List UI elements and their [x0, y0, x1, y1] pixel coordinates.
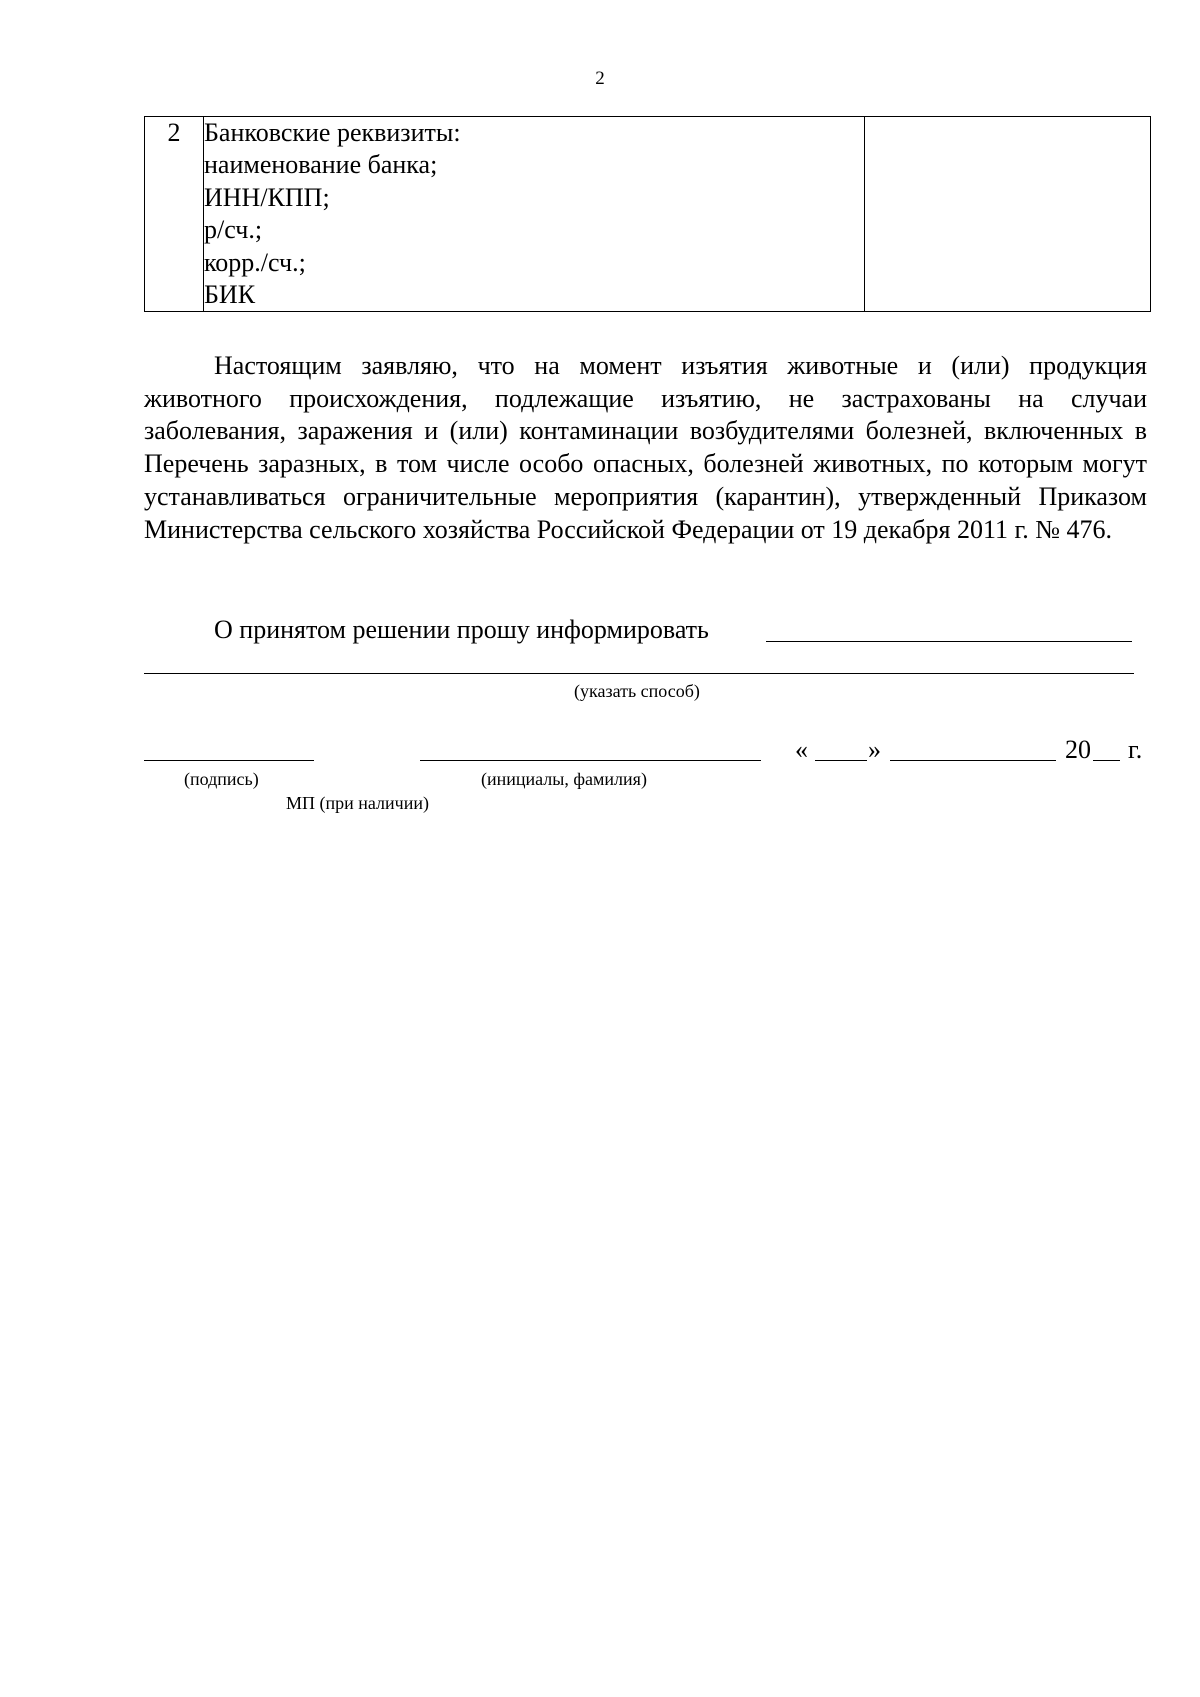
- day-blank[interactable]: [815, 760, 867, 761]
- bank-name-label: наименование банка;: [204, 150, 438, 180]
- page-number: 2: [595, 68, 605, 89]
- bank-details-table: [144, 116, 1151, 312]
- name-blank[interactable]: [420, 760, 761, 761]
- inn-kpp-label: ИНН/КПП;: [204, 182, 330, 212]
- year-suffix: г.: [1128, 735, 1143, 764]
- inform-label: О принятом решении прошу информировать: [214, 615, 709, 644]
- correspondent-account-label: корр./сч.;: [204, 247, 306, 277]
- date-quote-open: «: [795, 735, 808, 764]
- inform-method-caption: (указать способ): [574, 681, 700, 701]
- bank-details-label-cell: [204, 117, 865, 312]
- settlement-account-label: р/сч.;: [204, 215, 263, 245]
- inform-method-blank-2[interactable]: [144, 673, 1134, 674]
- name-caption: (инициалы, фамилия): [481, 769, 647, 789]
- bank-details-heading: Банковские реквизиты:: [204, 118, 461, 147]
- year-blank[interactable]: [1093, 760, 1120, 761]
- declaration-paragraph: Настоящим заявляю, что на момент изъятия животные и (или) продукция животного происхождения, подлежащие изъятию, не застрахованы на случаи заболевания, заражения и (или) контаминации возбудителями болезней, включенных в Перечень заразных, в том числе особо опасных, болезней животных, по которым могут устанавливаться ограничительные мероприятия (карантин), утвержденный Приказом Министерства сельского хозяйства Российской Федерации от 19 декабря 2011 г. № 476.: [144, 351, 1147, 544]
- bank-details-value-cell[interactable]: [865, 117, 1151, 312]
- signature-caption: (подпись): [184, 769, 259, 789]
- year-prefix: 20: [1065, 735, 1091, 764]
- signature-blank[interactable]: [144, 760, 314, 761]
- inform-method-blank[interactable]: [766, 641, 1132, 642]
- stamp-caption: МП (при наличии): [286, 793, 429, 813]
- table-row: [145, 117, 1151, 312]
- row-number-cell: 2: [145, 117, 204, 312]
- bik-label: БИК: [204, 280, 256, 310]
- date-quote-close: »: [868, 735, 881, 764]
- month-blank[interactable]: [890, 760, 1056, 761]
